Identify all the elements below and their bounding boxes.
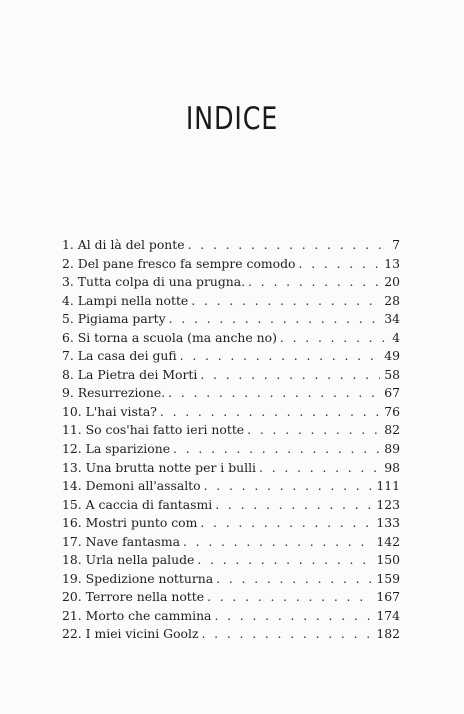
dot-leader <box>180 347 381 366</box>
dot-leader <box>247 421 380 440</box>
dot-leader <box>201 625 372 644</box>
dot-leader <box>259 459 380 478</box>
toc-entry <box>62 236 400 255</box>
toc-entry-page-number: 28 <box>384 292 400 308</box>
toc-entry <box>62 551 400 570</box>
dot-leader <box>214 607 372 626</box>
toc-entry-page-number: 13 <box>384 255 400 271</box>
toc-entry <box>62 403 400 422</box>
dot-leader <box>207 588 372 607</box>
toc-entry-page-number: 89 <box>384 441 400 457</box>
toc-entry-title: 7. La casa dei gufi <box>62 348 177 364</box>
toc-entry-title: 10. L'hai vista? <box>62 403 157 419</box>
toc-entry-title: 20. Terrore nella notte <box>62 589 205 605</box>
toc-entry-title: 4. Lampi nella notte <box>62 292 189 308</box>
toc-entry <box>62 366 400 385</box>
toc-entry-page-number: 142 <box>376 533 400 549</box>
toc-entry <box>62 310 400 329</box>
toc-entry-page-number: 7 <box>392 237 400 252</box>
table-of-contents <box>62 236 400 644</box>
toc-entry-page-number: 133 <box>376 515 400 531</box>
toc-entry-title: 14. Demoni all'assalto <box>62 478 201 494</box>
dot-leader <box>160 403 380 422</box>
toc-entry-title: 21. Morto che cammina <box>62 607 212 623</box>
dot-leader <box>216 570 372 589</box>
toc-entry-page-number: 111 <box>376 478 400 494</box>
toc-entry <box>62 588 400 607</box>
dot-leader <box>191 292 380 311</box>
dot-leader <box>183 533 372 552</box>
toc-entry <box>62 570 400 589</box>
toc-entry-page-number: 4 <box>392 329 400 345</box>
toc-entry-page-number: 167 <box>376 589 400 605</box>
toc-entry-page-number: 20 <box>384 274 400 290</box>
dot-leader <box>200 514 372 533</box>
toc-entry-title: 6. Si torna a scuola (ma anche no) <box>62 329 277 345</box>
toc-entry-title: 19. Spedizione notturna <box>62 570 214 586</box>
page-title: INDICE <box>185 100 279 137</box>
dot-leader <box>204 477 373 496</box>
toc-entry-title: 22. I miei vicini Goolz <box>62 626 199 642</box>
toc-entry <box>62 607 400 626</box>
toc-entry-title: 16. Mostri punto com <box>62 515 198 531</box>
toc-entry <box>62 514 400 533</box>
toc-entry <box>62 625 400 644</box>
toc-entry <box>62 477 400 496</box>
toc-entry-title: 18. Urla nella palude <box>62 552 195 568</box>
toc-entry-title: 13. Una brutta notte per i bulli <box>62 459 257 475</box>
toc-entry-title: 5. Pigiama party <box>62 311 166 327</box>
dot-leader <box>248 273 380 292</box>
toc-entry <box>62 255 400 274</box>
dot-leader <box>197 551 372 570</box>
toc-entry <box>62 384 400 403</box>
toc-entry-page-number: 34 <box>384 311 400 327</box>
toc-entry-page-number: 174 <box>376 607 400 623</box>
toc-entry-page-number: 159 <box>376 570 400 586</box>
dot-leader <box>200 366 380 385</box>
dot-leader <box>169 310 381 329</box>
toc-entry-page-number: 49 <box>384 348 400 364</box>
toc-entry <box>62 292 400 311</box>
toc-entry <box>62 273 400 292</box>
toc-entry-title: 9. Resurrezione. <box>62 385 166 401</box>
toc-entry-page-number: 182 <box>376 626 400 642</box>
toc-entry-title: 3. Tutta colpa di una prugna. <box>62 274 246 290</box>
dot-leader <box>168 384 380 403</box>
dot-leader <box>215 496 372 515</box>
toc-entry-title: 12. La sparizione <box>62 441 171 457</box>
toc-entry-page-number: 123 <box>376 496 400 512</box>
toc-entry <box>62 347 400 366</box>
toc-entry <box>62 421 400 440</box>
dot-leader <box>188 236 389 255</box>
toc-entry-title: 1. Al di là del ponte <box>62 237 185 252</box>
toc-entry <box>62 533 400 552</box>
dot-leader <box>299 255 381 274</box>
toc-entry-page-number: 76 <box>384 403 400 419</box>
toc-entry <box>62 329 400 348</box>
toc-entry-page-number: 67 <box>384 385 400 401</box>
dot-leader <box>173 440 380 459</box>
toc-entry-page-number: 98 <box>384 459 400 475</box>
toc-entry-page-number: 82 <box>384 422 400 438</box>
toc-entry-title: 8. La Pietra dei Morti <box>62 366 198 382</box>
toc-entry <box>62 459 400 478</box>
toc-entry-title: 11. So cos'hai fatto ieri notte <box>62 422 245 438</box>
toc-entry-title: 15. A caccia di fantasmi <box>62 496 213 512</box>
toc-entry-page-number: 58 <box>384 366 400 382</box>
toc-entry-title: 17. Nave fantasma <box>62 533 180 549</box>
toc-entry-page-number: 150 <box>376 552 400 568</box>
toc-entry <box>62 496 400 515</box>
toc-entry-title: 2. Del pane fresco fa sempre comodo <box>62 255 296 271</box>
dot-leader <box>280 329 388 348</box>
toc-entry <box>62 440 400 459</box>
